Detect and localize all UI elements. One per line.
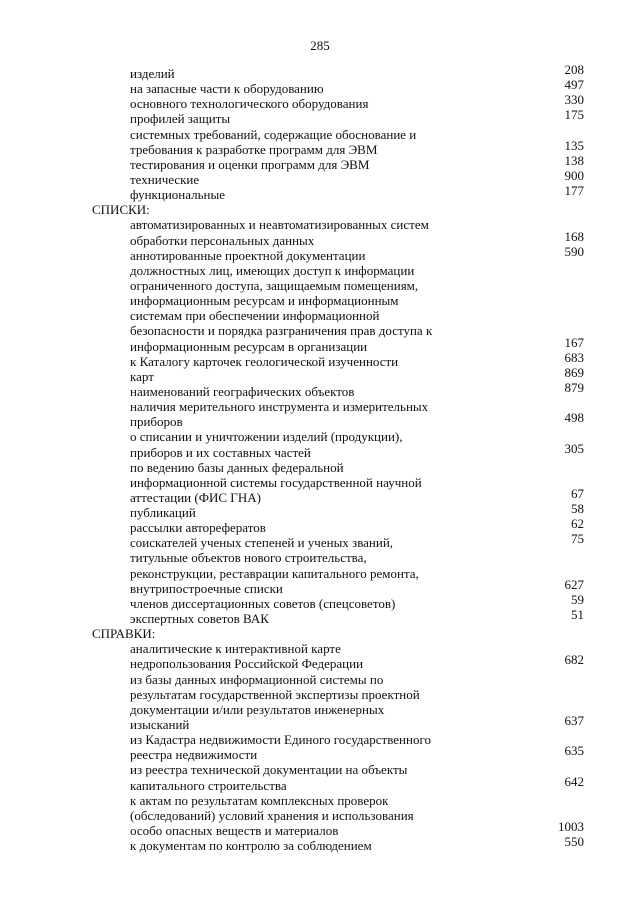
page-reference: 305 <box>564 440 584 456</box>
index-entry <box>0 243 640 263</box>
index-entry <box>0 399 640 414</box>
heading-label: СПИСКИ: <box>92 202 150 218</box>
page-reference: 497 <box>564 77 584 93</box>
index-entry <box>0 137 640 157</box>
entry-text: автоматизированных и неавтоматизированных систем <box>130 217 429 233</box>
page-reference: 175 <box>564 107 584 123</box>
index-entry <box>0 440 640 460</box>
page-reference: 498 <box>564 410 584 426</box>
page-reference: 135 <box>564 137 584 153</box>
page-reference: 900 <box>564 167 584 183</box>
page-reference: 590 <box>564 243 584 259</box>
index-entry <box>0 334 640 354</box>
entry-text: приборов <box>130 414 183 430</box>
index-entry <box>0 566 640 581</box>
index-entry <box>0 364 640 384</box>
entry-text: функциональные <box>130 187 226 203</box>
entry-text: информационной системы государственной научной <box>130 474 422 490</box>
entry-text: из базы данных информационной системы по <box>130 671 384 687</box>
index-entry <box>0 743 640 763</box>
page-reference: 550 <box>564 834 584 850</box>
page-reference: 627 <box>564 576 584 592</box>
page-reference: 51 <box>571 607 584 623</box>
entry-text: реконструкции, реставрации капитального ремонта, <box>130 565 419 581</box>
entry-text: к актам по результатам комплексных проверок <box>130 792 389 808</box>
entry-text: аналитические к интерактивной карте <box>130 641 341 657</box>
page-reference: 635 <box>564 743 584 759</box>
entry-text: приборов и их составных частей <box>130 444 311 460</box>
entry-text: титульные объектов нового строительства, <box>130 550 367 566</box>
page-reference: 67 <box>571 485 584 501</box>
entry-text: системных требований, содержащие обоснование и <box>130 126 417 142</box>
index-entry <box>0 793 640 808</box>
entry-text: (обследований) условий хранения и использования <box>130 807 414 823</box>
entry-text: информационным ресурсам в организации <box>130 338 368 354</box>
entry-text: основного технологического оборудования <box>130 96 369 112</box>
page-reference: 330 <box>564 92 584 108</box>
entry-text: особо опасных веществ и материалов <box>130 823 339 838</box>
index-entry <box>0 732 640 747</box>
heading-label: СПРАВКИ: <box>92 626 156 642</box>
page-reference: 75 <box>571 531 584 547</box>
page-reference: 682 <box>564 652 584 668</box>
page-reference: 683 <box>564 349 584 365</box>
index-entry <box>0 107 640 127</box>
page-reference: 879 <box>564 379 584 395</box>
entry-text: капитального строительства <box>130 777 287 793</box>
index-entry <box>0 819 640 838</box>
page-reference: 208 <box>564 62 584 77</box>
index-entry <box>0 672 640 687</box>
index-entry <box>0 349 640 369</box>
index-entry <box>0 550 640 565</box>
entry-text: карт <box>130 368 154 384</box>
page-reference: 167 <box>564 334 584 350</box>
index-entry <box>0 429 640 444</box>
entry-text: недропользования Российской Федерации <box>130 656 364 672</box>
entry-text: экспертных советов ВАК <box>130 611 269 627</box>
entry-text: обработки персональных данных <box>130 232 315 248</box>
entry-text: внутрипостроечные списки <box>130 580 283 596</box>
page-number: 285 <box>310 38 330 53</box>
index-entry <box>0 808 640 823</box>
index-entry <box>0 152 640 172</box>
entry-text: требования к разработке программ для ЭВМ <box>130 141 378 157</box>
index-entry <box>0 293 640 308</box>
entry-text: информационным ресурсам и информационным <box>130 293 399 309</box>
index-entry <box>0 713 640 733</box>
index-entry <box>0 762 640 777</box>
entry-text: реестра недвижимости <box>130 747 258 763</box>
index-entry <box>0 308 640 323</box>
index-entry <box>0 460 640 475</box>
entry-text: аннотированные проектной документации <box>130 247 366 263</box>
index-entry <box>0 278 640 293</box>
page-reference: 177 <box>564 183 584 199</box>
page-reference: 1003 <box>558 819 584 834</box>
index-entry <box>0 576 640 596</box>
index-entry <box>0 591 640 611</box>
page-reference: 637 <box>564 713 584 729</box>
index-entry <box>0 531 640 551</box>
entry-text: к Каталогу карточек геологической изученности <box>130 353 399 369</box>
entry-text: должностных лиц, имеющих доступ к информации <box>130 262 415 278</box>
index-entry <box>0 687 640 702</box>
entry-text: тестирования и оценки программ для ЭВМ <box>130 156 370 172</box>
entry-text: изысканий <box>130 717 190 733</box>
entry-text: соискателей ученых степеней и ученых званий, <box>130 535 394 551</box>
index-heading <box>0 202 640 217</box>
entry-text: по ведению базы данных федеральной <box>130 459 344 475</box>
index-entry <box>0 62 640 81</box>
index-entry <box>0 652 640 672</box>
entry-text: на запасные части к оборудованию <box>130 81 324 97</box>
index-entry <box>0 410 640 430</box>
index-entry <box>0 702 640 717</box>
page-reference: 642 <box>564 773 584 789</box>
index-entry <box>0 323 640 338</box>
page-reference: 58 <box>571 501 584 517</box>
page-reference: 869 <box>564 364 584 380</box>
index-entry <box>0 516 640 536</box>
entry-text: публикаций <box>130 505 196 521</box>
entry-text: аттестации (ФИС ГНА) <box>130 489 261 505</box>
entry-text: системам при обеспечении информационной <box>130 308 380 324</box>
entry-text: документации и/или результатов инженерных <box>130 701 385 717</box>
index-entry <box>0 228 640 248</box>
index-entry <box>0 217 640 232</box>
entry-text: профилей защиты <box>130 111 231 127</box>
index-entry <box>0 475 640 490</box>
index-entry <box>0 834 640 854</box>
index-entry <box>0 641 640 656</box>
page-reference: 59 <box>571 591 584 607</box>
index-entry <box>0 501 640 521</box>
entry-text: рассылки авторефератов <box>130 520 266 536</box>
index-entry <box>0 167 640 187</box>
index-entry <box>0 77 640 97</box>
entry-text: о списании и уничтожении изделий (продукции), <box>130 429 403 445</box>
entry-text: ограниченного доступа, защищаемым помещениям, <box>130 277 419 293</box>
index-entry <box>0 92 640 112</box>
index-entry <box>0 263 640 278</box>
entry-text: технические <box>130 171 200 187</box>
entry-text: результатам государственной экспертизы проектной <box>130 686 420 702</box>
entry-text: изделий <box>130 66 175 81</box>
index-entry <box>0 183 640 203</box>
entry-text: к документам по контролю за соблюдением <box>130 838 372 854</box>
entry-text: наименований географических объектов <box>130 383 355 399</box>
entry-text: из реестра технической документации на объекты <box>130 762 408 778</box>
index-entry <box>0 485 640 505</box>
entry-text: безопасности и порядка разграничения прав доступа к <box>130 323 433 339</box>
page-reference: 168 <box>564 228 584 244</box>
index-entry <box>0 127 640 142</box>
index-entry <box>0 773 640 793</box>
entry-text: членов диссертационных советов (спецсоветов) <box>130 595 396 611</box>
entry-text: из Кадастра недвижимости Единого государственного <box>130 732 431 748</box>
page-reference: 62 <box>571 516 584 532</box>
index-heading <box>0 626 640 641</box>
index-entry <box>0 607 640 627</box>
page-reference: 138 <box>564 152 584 168</box>
index-entry <box>0 379 640 399</box>
entry-text: наличия мерительного инструмента и измерительных <box>130 399 429 415</box>
